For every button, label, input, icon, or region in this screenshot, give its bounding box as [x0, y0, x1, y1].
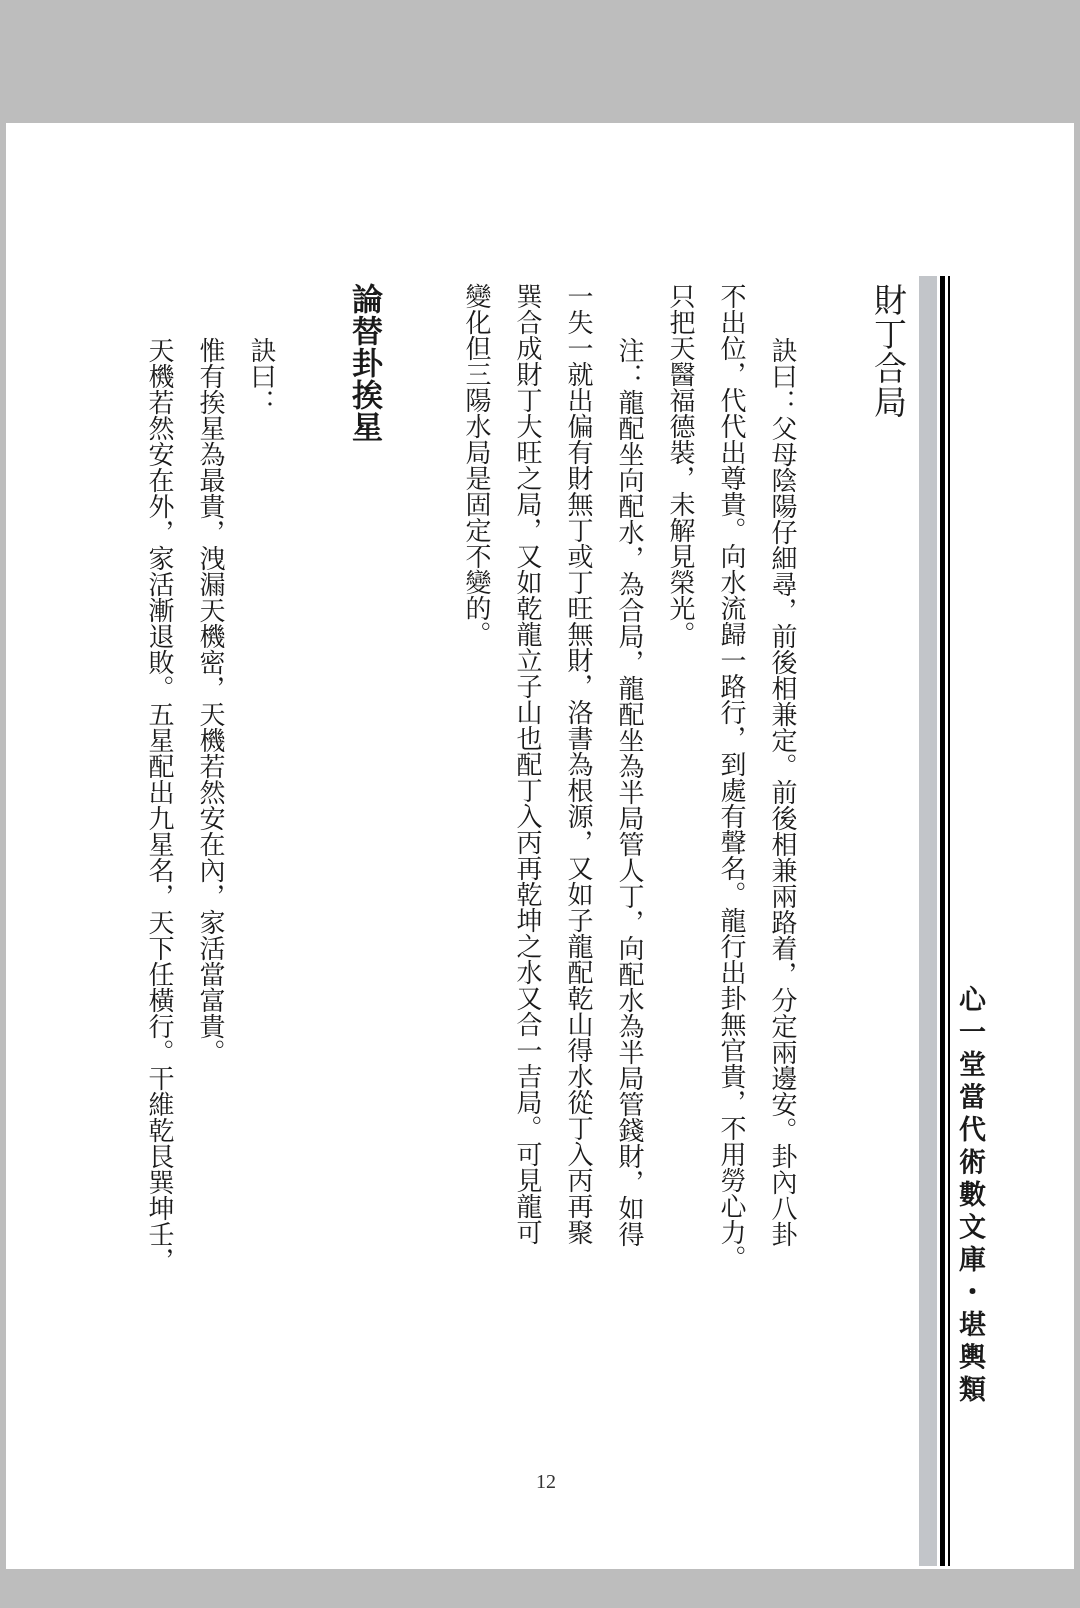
body-line: 訣曰：	[246, 337, 276, 415]
header-rule-thick	[940, 276, 945, 1566]
body-line: 只把天醫福德裝，未解見榮光。	[665, 283, 695, 647]
body-line: 不出位，代代出尊貴。向水流歸一路行，到處有聲名。龍行出卦無官貴，不用勞心力。	[716, 283, 746, 1271]
body-line: 天機若然安在外，家活漸退敗。五星配出九星名，天下任橫行。干維乾艮巽坤壬，	[144, 337, 174, 1273]
body-line: 變化但三陽水局是固定不變的。	[461, 283, 491, 647]
running-header-title: 心一堂當代術數文庫・堪輿類	[954, 985, 985, 1408]
section-heading-cai-ding-he-ju: 財丁合局	[869, 283, 908, 419]
header-rule-gray	[919, 276, 937, 1566]
body-line: 惟有挨星為最貴，洩漏天機密，天機若然安在內，家活當富貴。	[195, 337, 225, 1065]
page-number: 12	[536, 1471, 556, 1493]
book-page	[6, 123, 1074, 1569]
body-line: 巽合成財丁大旺之局，又如乾龍立子山也配丁入丙再乾坤之水又合一吉局。可見龍可	[512, 283, 542, 1245]
body-line: 訣曰：父母陰陽仔細尋，前後相兼定。前後相兼兩路着，分定兩邊安。卦內八卦	[767, 337, 797, 1247]
header-rule-thin	[948, 276, 950, 1566]
body-line: 一失一就出偏有財無丁或丁旺無財，洛書為根源，又如子龍配乾山得水從丁入丙再聚	[563, 283, 593, 1245]
section-heading-lun-ti-gua-ai-xing: 論替卦挨星	[346, 283, 382, 443]
body-line: 注：龍配坐向配水，為合局，龍配坐為半局管人丁，向配水為半局管錢財，如得	[614, 311, 644, 1247]
